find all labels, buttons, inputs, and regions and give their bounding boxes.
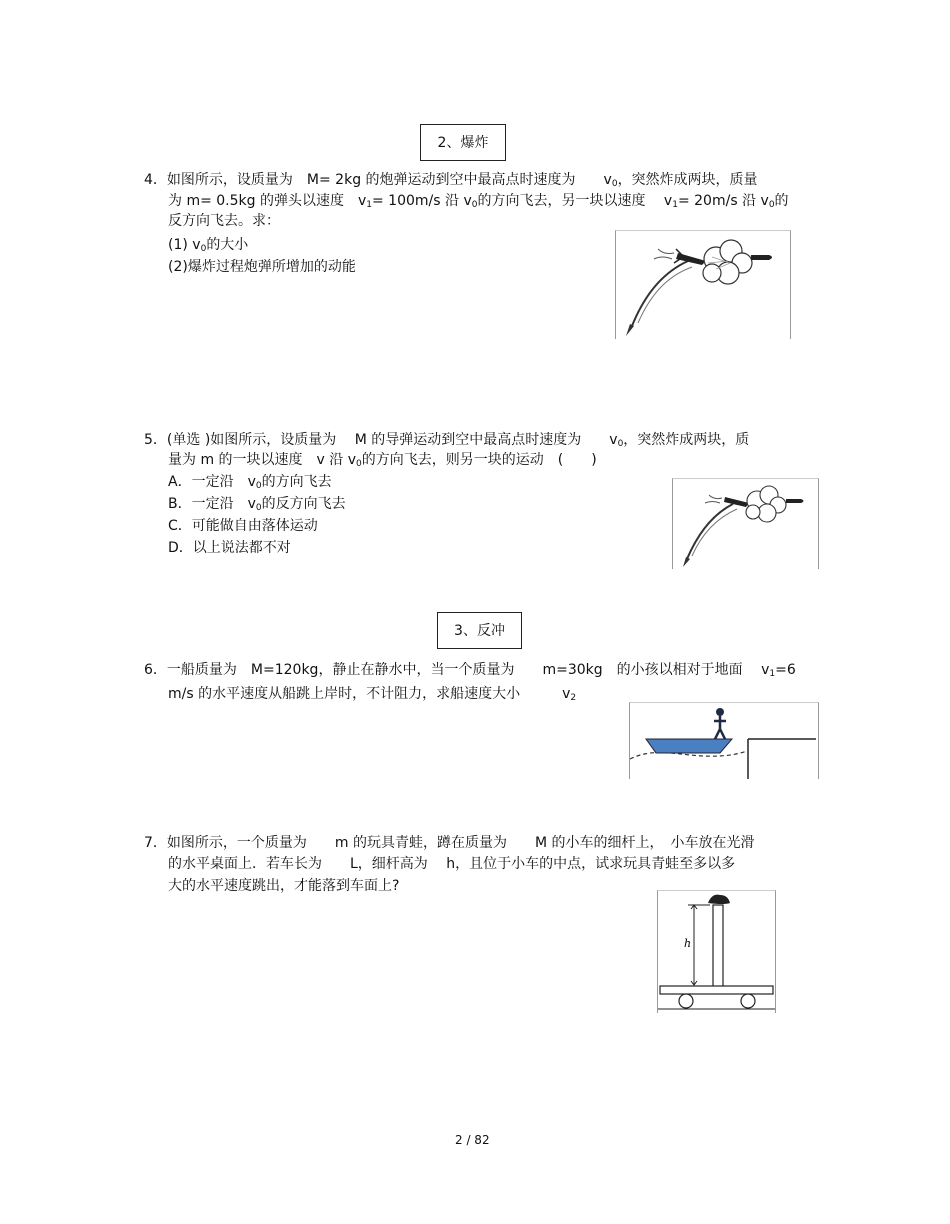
q5-option-a: A．一定沿 $v_0$的方向飞去 xyxy=(168,474,332,491)
q4-explosion-figure xyxy=(615,230,791,339)
q6-boat-figure xyxy=(629,702,819,779)
section-title-explosion-text: 2、爆炸 xyxy=(437,135,489,151)
q5-line-1: 5．(单选 )如图所示，设质量为 M 的导弹运动到空中最高点时速度为 $v_0$，突然炸成两块，质 xyxy=(144,432,750,449)
q5-line-2: 量为 m 的一块以速度 v 沿 $v_0$的方向飞去，则另一块的运动 ( ) xyxy=(168,452,597,469)
q7-cart-figure xyxy=(657,890,776,1013)
section-title-recoil xyxy=(437,612,522,649)
q4-part-2: (2)爆炸过程炮弹所增加的动能 xyxy=(168,259,356,275)
q4-line-3: 反方向飞去。求： xyxy=(168,213,280,229)
section-title-explosion xyxy=(420,124,506,161)
page-number: 2 / 82 xyxy=(455,1133,490,1147)
q5-explosion-figure xyxy=(672,478,819,569)
q7-line-1: 7．如图所示，一个质量为 m 的玩具青蛙，蹲在质量为 M 的小车的细杆上， 小车放在光滑 xyxy=(144,835,755,851)
q6-line-1: 6．一船质量为 M=120kg，静止在静水中，当一个质量为 m=30kg 的小孩以相对于地面 $v_1=6$ xyxy=(144,662,796,679)
q4-line-1: 4．如图所示，设质量为 M= 2kg 的炮弹运动到空中最高点时速度为 $v_0$，突然炸成两块，质量 xyxy=(144,172,758,189)
q7-line-3: 大的水平速度跳出，才能落到车面上? xyxy=(168,878,400,894)
q5-option-c: C．可能做自由落体运动 xyxy=(168,518,318,534)
q7-height-label: h xyxy=(684,937,692,950)
q7-line-2: 的水平桌面上．若车长为 L，细杆高为 h，且位于小车的中点，试求玩具青蛙至多以多 xyxy=(168,856,736,872)
q5-option-d: D．以上说法都不对 xyxy=(168,540,291,556)
q4-part-1: (1) $v_0$的大小 xyxy=(168,237,249,254)
q5-option-b: B．一定沿 $v_0$的反方向飞去 xyxy=(168,496,346,513)
q4-line-2: 为 m= 0.5kg 的弹头以速度 $v_1= 100m/s$ 沿 $v_0$的方向飞去，另一块以速度 $v_1= 20m/s$ 沿 $v_0$的 xyxy=(168,193,789,210)
q6-line-2: m/s 的水平速度从船跳上岸时，不计阻力，求船速度大小 $v_2$ xyxy=(168,686,577,703)
section-title-recoil-text: 3、反冲 xyxy=(454,623,505,639)
